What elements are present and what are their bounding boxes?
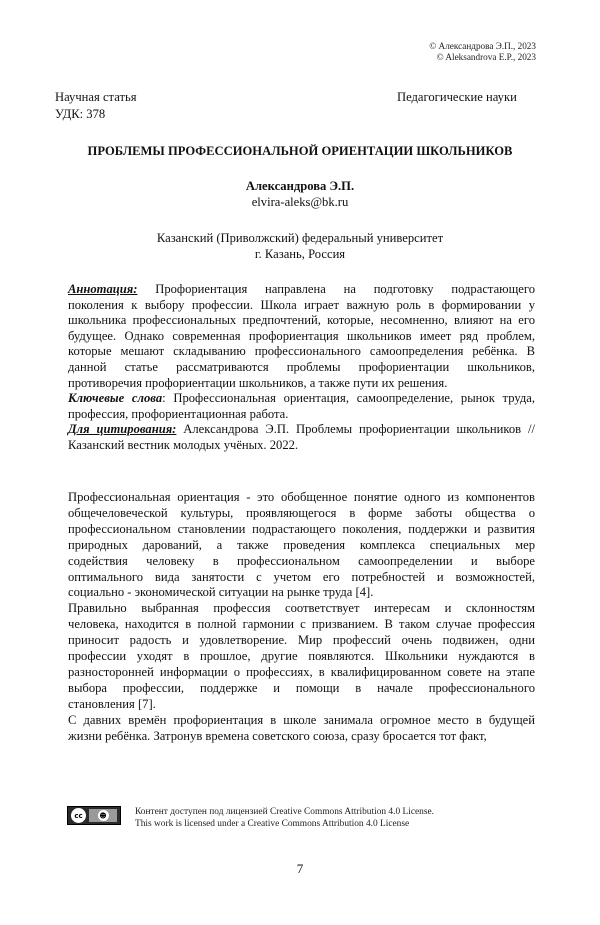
person-icon: ☻ <box>99 811 107 820</box>
page-number: 7 <box>296 861 304 876</box>
copyright-notice <box>429 41 536 63</box>
copyright-ru: © Александрова Э.П., 2023 <box>429 41 536 51</box>
body-line: человека, находится в полной гармонии с призванием. В таком случае профессия <box>68 617 535 632</box>
body-line: оптимального вида занятости с учетом его потребностей и возможностей, <box>68 569 535 584</box>
affiliation-city: г. Казань, Россия <box>254 247 346 261</box>
udc-code: УДК: 378 <box>55 107 106 121</box>
copyright-en: © Aleksandrova E.P., 2023 <box>436 52 536 62</box>
license-en: This work is licensed under a Creative Commons Attribution 4.0 License <box>135 819 410 829</box>
license-ru: Контент доступен под лицензией Creative Commons Attribution 4.0 License. <box>135 807 434 817</box>
body-line: Правильно выбранная профессия соответствует интересам и склонностям <box>68 601 535 616</box>
body-line: С давних времён профориентация в школе занимала огромное место в будущей <box>68 712 535 727</box>
body-line: общечеловеческой культуры, проявляющегося в форме заботы общества о <box>68 505 535 520</box>
abstract <box>68 282 535 454</box>
abstract-line: Профориентация направлена на подготовку подрастающего <box>137 282 535 296</box>
abstract-label: Аннотация: <box>68 282 138 296</box>
science-field: Педагогические науки <box>397 90 517 104</box>
abstract-line: которые мешают складыванию профессионального самоопределения ребёнка. В <box>68 344 535 359</box>
body-line: Профессиональная ориентация - это обобщенное понятие одного из компонентов <box>68 490 535 504</box>
abstract-line: школьника профессиональных предпочтений, которые, несомненно, влияют на его <box>68 313 535 328</box>
cc-by-badge[interactable] <box>67 806 121 825</box>
body-line: содействия человеку в профессиональном самоопределении и выборе <box>68 553 535 568</box>
keywords-text: : Профессиональная ориентация, самоопределение, рынок труда, <box>162 391 535 406</box>
abstract-line: данной статье рассматриваются проблемы профориентации школьников, <box>68 359 535 374</box>
citation-text: Александрова Э.П. Проблемы профориентации школьников // <box>176 422 536 437</box>
article-title: ПРОБЛЕМЫ ПРОФЕССИОНАЛЬНОЙ ОРИЕНТАЦИИ ШКОЛЬНИКОВ <box>87 144 513 158</box>
cc-icon: cc <box>71 808 86 823</box>
author-name: Александрова Э.П. <box>245 179 355 193</box>
body-line: жизни ребёнка. Затронув времена советского союза, сразу бросается тот факт, <box>68 728 487 743</box>
affiliation-university: Казанский (Приволжский) федеральный университет <box>156 231 444 245</box>
keywords-text: профессия, профориентационная работа. <box>68 406 289 421</box>
author-email[interactable]: elvira-aleks@bk.ru <box>251 195 349 209</box>
article-body <box>68 490 535 745</box>
body-line: социально - экономической ситуации на рынке труда [4]. <box>68 585 374 600</box>
body-line: приносит радость и удовлетворение. Мир профессий очень подвижен, одни <box>68 633 535 648</box>
citation-text: Казанский вестник молодых учёных. 2022. <box>68 437 299 452</box>
license-text <box>135 806 434 830</box>
body-line: профессиональном становлении подрастающего поколения, поддержки и развития <box>68 521 535 536</box>
body-line: разносторонней информации о профессиях, в квалифицированном совете на этапе <box>68 664 535 679</box>
body-line: становления [7]. <box>68 696 156 711</box>
body-line: выбора профессии, поддержке и помощи в начале профессионального <box>68 680 535 695</box>
keywords-label: Ключевые слова <box>68 391 163 406</box>
abstract-line: противоречия профориентации школьников, а также пути их решения. <box>68 375 448 390</box>
attribution-icon-area <box>89 809 117 822</box>
abstract-line: будущее. Однако современная профориентация школьников имеет ряд проблем, <box>68 328 535 343</box>
abstract-line: поколения к выбору профессии. Школа играет важную роль в формировании у <box>68 297 535 312</box>
article-type: Научная статья <box>55 90 137 104</box>
body-line: профессии уходят в прошлое, другие появляются. Школьники нуждаются в <box>68 649 535 664</box>
body-line: природных дарований, а также проведения комплекса специальных мер <box>68 537 535 552</box>
citation-label: Для цитирования: <box>68 422 177 437</box>
